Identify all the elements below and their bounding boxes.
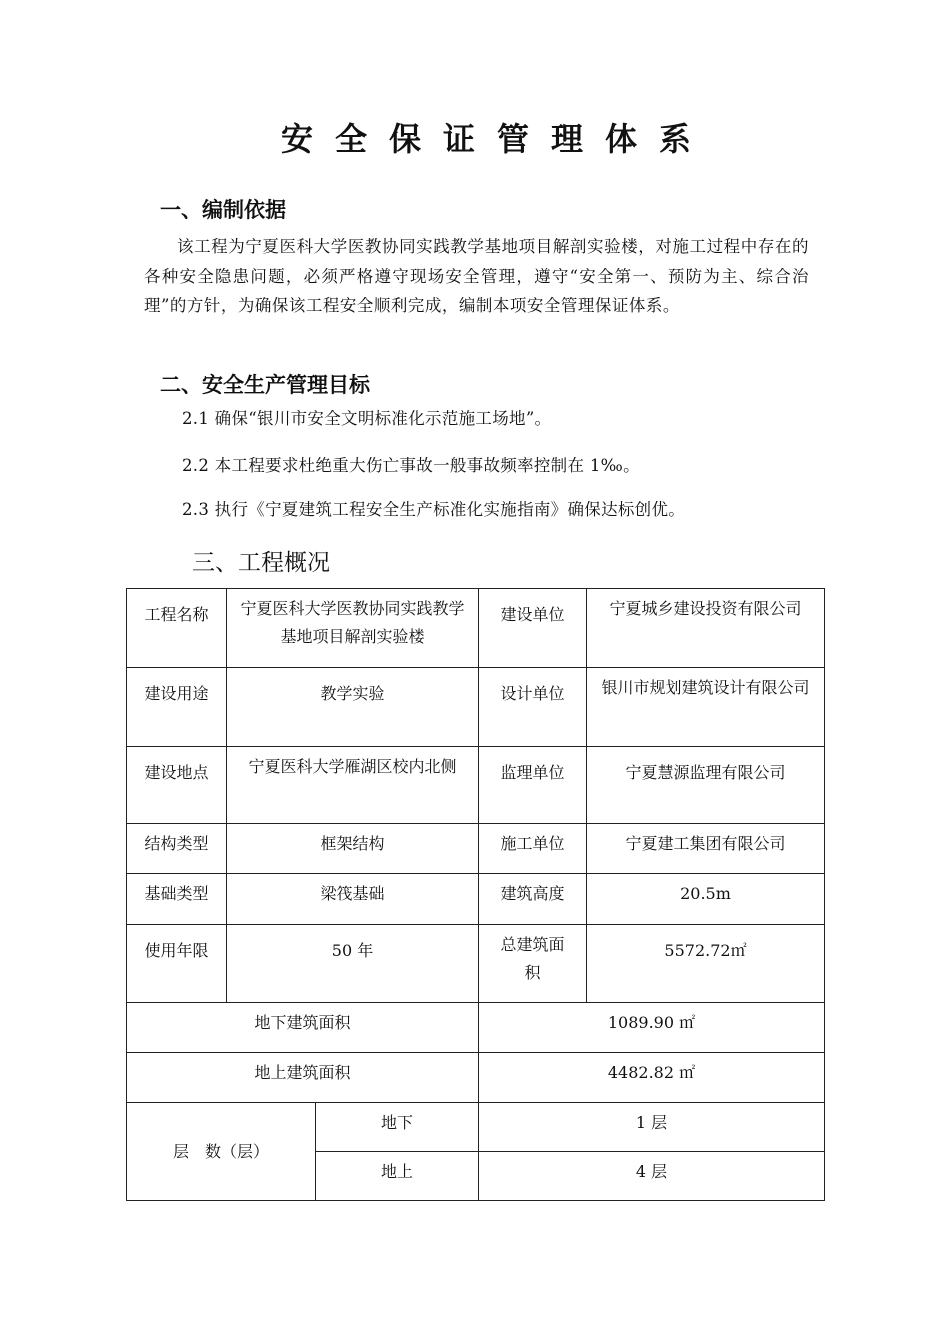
value-location: 宁夏医科大学雁湖区校内北侧 <box>227 747 479 824</box>
value-foundation: 梁筏基础 <box>227 874 479 925</box>
label-underground-area: 地下建筑面积 <box>127 1003 479 1053</box>
document-title: 安全保证管理体系 <box>280 120 713 158</box>
value-contractor: 宁夏建工集团有限公司 <box>587 824 825 874</box>
section2-heading: 二、安全生产管理目标 <box>160 373 370 397</box>
value-height: 20.5m <box>587 874 825 925</box>
goal-item: 2.1 确保“银川市安全文明标准化示范施工场地”。 <box>182 409 552 428</box>
label-location: 建设地点 <box>127 747 227 824</box>
value-usage: 教学实验 <box>227 668 479 747</box>
label-supervisor: 监理单位 <box>479 747 587 824</box>
label-builder: 建设单位 <box>479 589 587 668</box>
value-floors-below: 1 层 <box>479 1103 825 1152</box>
table-row <box>127 874 825 925</box>
value-project-name: 宁夏医科大学医教协同实践教学基地项目解剖实验楼 <box>227 589 479 668</box>
value-structure: 框架结构 <box>227 824 479 874</box>
label-project-name: 工程名称 <box>127 589 227 668</box>
label-aboveground-area: 地上建筑面积 <box>127 1053 479 1103</box>
value-total-area: 5572.72㎡ <box>587 925 825 1003</box>
project-overview-table <box>126 588 825 1201</box>
table-row <box>127 1003 825 1053</box>
table-row <box>127 925 825 1003</box>
label-structure: 结构类型 <box>127 824 227 874</box>
goal-item: 2.2 本工程要求杜绝重大伤亡事故一般事故频率控制在 1‰。 <box>182 456 640 475</box>
label-service-life: 使用年限 <box>127 925 227 1003</box>
table-row <box>127 1053 825 1103</box>
table-row <box>127 589 825 668</box>
table-row <box>127 668 825 747</box>
value-floors-above: 4 层 <box>479 1152 825 1201</box>
section1-heading: 一、编制依据 <box>160 198 286 222</box>
label-floors-below: 地下 <box>316 1103 479 1152</box>
value-aboveground-area: 4482.82 ㎡ <box>479 1053 825 1103</box>
value-builder: 宁夏城乡建设投资有限公司 <box>587 589 825 668</box>
section3-heading: 三、工程概况 <box>192 550 330 576</box>
value-designer: 银川市规划建筑设计有限公司 <box>587 668 825 747</box>
label-floors: 层 数（层） <box>127 1103 316 1201</box>
goal-item: 2.3 执行《宁夏建筑工程安全生产标准化实施指南》确保达标创优。 <box>182 500 686 519</box>
value-underground-area: 1089.90 ㎡ <box>479 1003 825 1053</box>
table-row <box>127 1103 825 1152</box>
label-total-area: 总建筑面积 <box>479 925 587 1003</box>
label-designer: 设计单位 <box>479 668 587 747</box>
label-height: 建筑高度 <box>479 874 587 925</box>
section1-paragraph: 该工程为宁夏医科大学医教协同实践教学基地项目解剖实验楼，对施工过程中存在的各种安全隐患问题，必须严格遵守现场安全管理，遵守“安全第一、预防为主、综合治理”的方针，为确保该工程安全顺利完成，编制本项安全管理保证体系。 <box>144 237 809 315</box>
value-supervisor: 宁夏慧源监理有限公司 <box>587 747 825 824</box>
label-foundation: 基础类型 <box>127 874 227 925</box>
table-row <box>127 747 825 824</box>
label-contractor: 施工单位 <box>479 824 587 874</box>
table-row <box>127 824 825 874</box>
label-floors-above: 地上 <box>316 1152 479 1201</box>
label-usage: 建设用途 <box>127 668 227 747</box>
value-service-life: 50 年 <box>227 925 479 1003</box>
